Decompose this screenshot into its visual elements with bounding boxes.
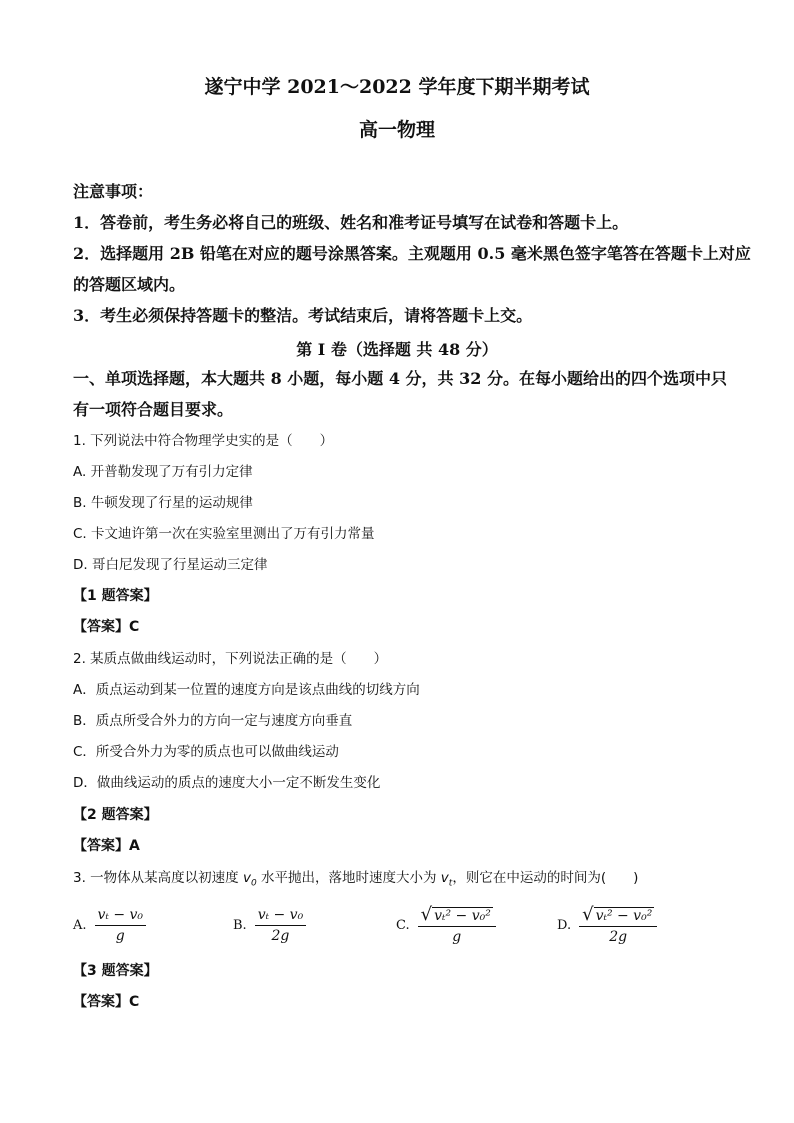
option-label: D.: [557, 917, 572, 933]
question-3-options: [73, 900, 733, 950]
symbol-vt-sub: t: [448, 878, 453, 889]
notice-item-1: 1．答卷前，考生务必将自己的班级、姓名和准考证号填写在试卷和答题卡上。: [73, 213, 629, 232]
sqrt-symbol: [420, 903, 493, 925]
radical-sign: √: [582, 903, 594, 925]
question-1-option-a: A. 开普勒发现了万有引力定律: [73, 464, 253, 480]
notice-item-2-cont: 的答题区域内。: [73, 275, 186, 294]
fraction: [418, 903, 496, 945]
question-2-option-a: A．质点运动到某一位置的速度方向是该点曲线的切线方向: [73, 682, 420, 698]
sqrt-symbol: [582, 903, 654, 925]
question-1-answer: 【答案】C: [73, 619, 140, 635]
question-1-option-c: C. 卡文迪许第一次在实验室里测出了万有引力常量: [73, 526, 375, 542]
section-title: 第 I 卷（选择题 共 48 分）: [296, 340, 498, 359]
notice-item-3: 3．考生必须保持答题卡的整洁。考试结束后，请将答题卡上交。: [73, 306, 533, 325]
fraction-numerator: vₜ − v₀: [255, 907, 307, 926]
question-1-stem: 1. 下列说法中符合物理学史实的是（ ）: [73, 433, 334, 449]
question-3-option-b: [233, 900, 306, 950]
section-instruction: 一、单项选择题，本大题共 8 小题，每小题 4 分，共 32 分。在每小题给出的四个选项中只: [73, 369, 727, 388]
option-label: C.: [396, 917, 410, 933]
exam-subject: 高一物理: [358, 119, 435, 141]
fraction-numerator: [579, 903, 657, 927]
radical-sign: √: [420, 903, 433, 925]
fraction-denominator: 2g: [271, 927, 290, 944]
radicand: vₜ² − v₀²: [434, 907, 491, 924]
question-2-answer-header: 【2 题答案】: [73, 807, 158, 823]
fraction: [255, 907, 307, 944]
fraction-numerator: vₜ − v₀: [95, 907, 147, 926]
question-3-option-c: [396, 900, 496, 950]
symbol-vt: [440, 870, 453, 889]
fraction-denominator: g: [452, 928, 462, 945]
section-instruction-cont: 有一项符合题目要求。: [73, 400, 234, 419]
fraction: [95, 907, 147, 944]
option-label: A.: [73, 917, 87, 933]
question-3-answer-header: 【3 题答案】: [73, 963, 158, 979]
question-1-option-b: B. 牛顿发现了行星的运动规律: [73, 495, 253, 511]
question-3-option-a: [73, 900, 146, 950]
fraction-numerator: [418, 903, 496, 927]
question-3-stem-part1: 3. 一物体从某高度以初速度: [73, 870, 243, 886]
question-2-option-c: C．所受合外力为零的质点也可以做曲线运动: [73, 744, 339, 760]
notice-heading: 注意事项：: [73, 182, 154, 201]
radicand: vₜ² − v₀²: [595, 907, 653, 924]
symbol-vt-base: v: [440, 870, 449, 886]
question-1-answer-header: 【1 题答案】: [73, 588, 158, 604]
option-label: B.: [233, 917, 247, 933]
symbol-v0: [242, 870, 257, 889]
question-2-option-b: B．质点所受合外力的方向一定与速度方向垂直: [73, 713, 353, 729]
fraction-denominator: 2g: [609, 928, 628, 945]
notice-item-2: 2．选择题用 2B 铅笔在对应的题号涂黑答案。主观题用 0.5 毫米黑色签字笔答在答题卡上对应: [73, 244, 751, 263]
question-2-option-d: D．做曲线运动的质点的速度大小一定不断发生变化: [73, 775, 381, 791]
question-3-stem-part3: ，则它在中运动的时间为( ): [452, 870, 639, 886]
question-2-answer: 【答案】A: [73, 838, 140, 854]
question-1-option-d: D. 哥白尼发现了行星运动三定律: [73, 557, 268, 573]
question-3-stem: [73, 868, 733, 894]
question-3-answer: 【答案】C: [73, 994, 140, 1010]
question-2-stem: 2. 某质点做曲线运动时，下列说法正确的是（ ）: [73, 651, 388, 667]
question-3-stem-part2: 水平抛出，落地时速度大小为: [256, 870, 441, 886]
symbol-v0-sub: 0: [250, 878, 257, 889]
fraction: [579, 903, 657, 945]
question-3-option-d: [557, 900, 657, 950]
exam-title: 遂宁中学 2021～2022 学年度下期半期考试: [204, 76, 590, 98]
symbol-v0-base: v: [242, 870, 251, 886]
fraction-denominator: g: [115, 927, 125, 944]
